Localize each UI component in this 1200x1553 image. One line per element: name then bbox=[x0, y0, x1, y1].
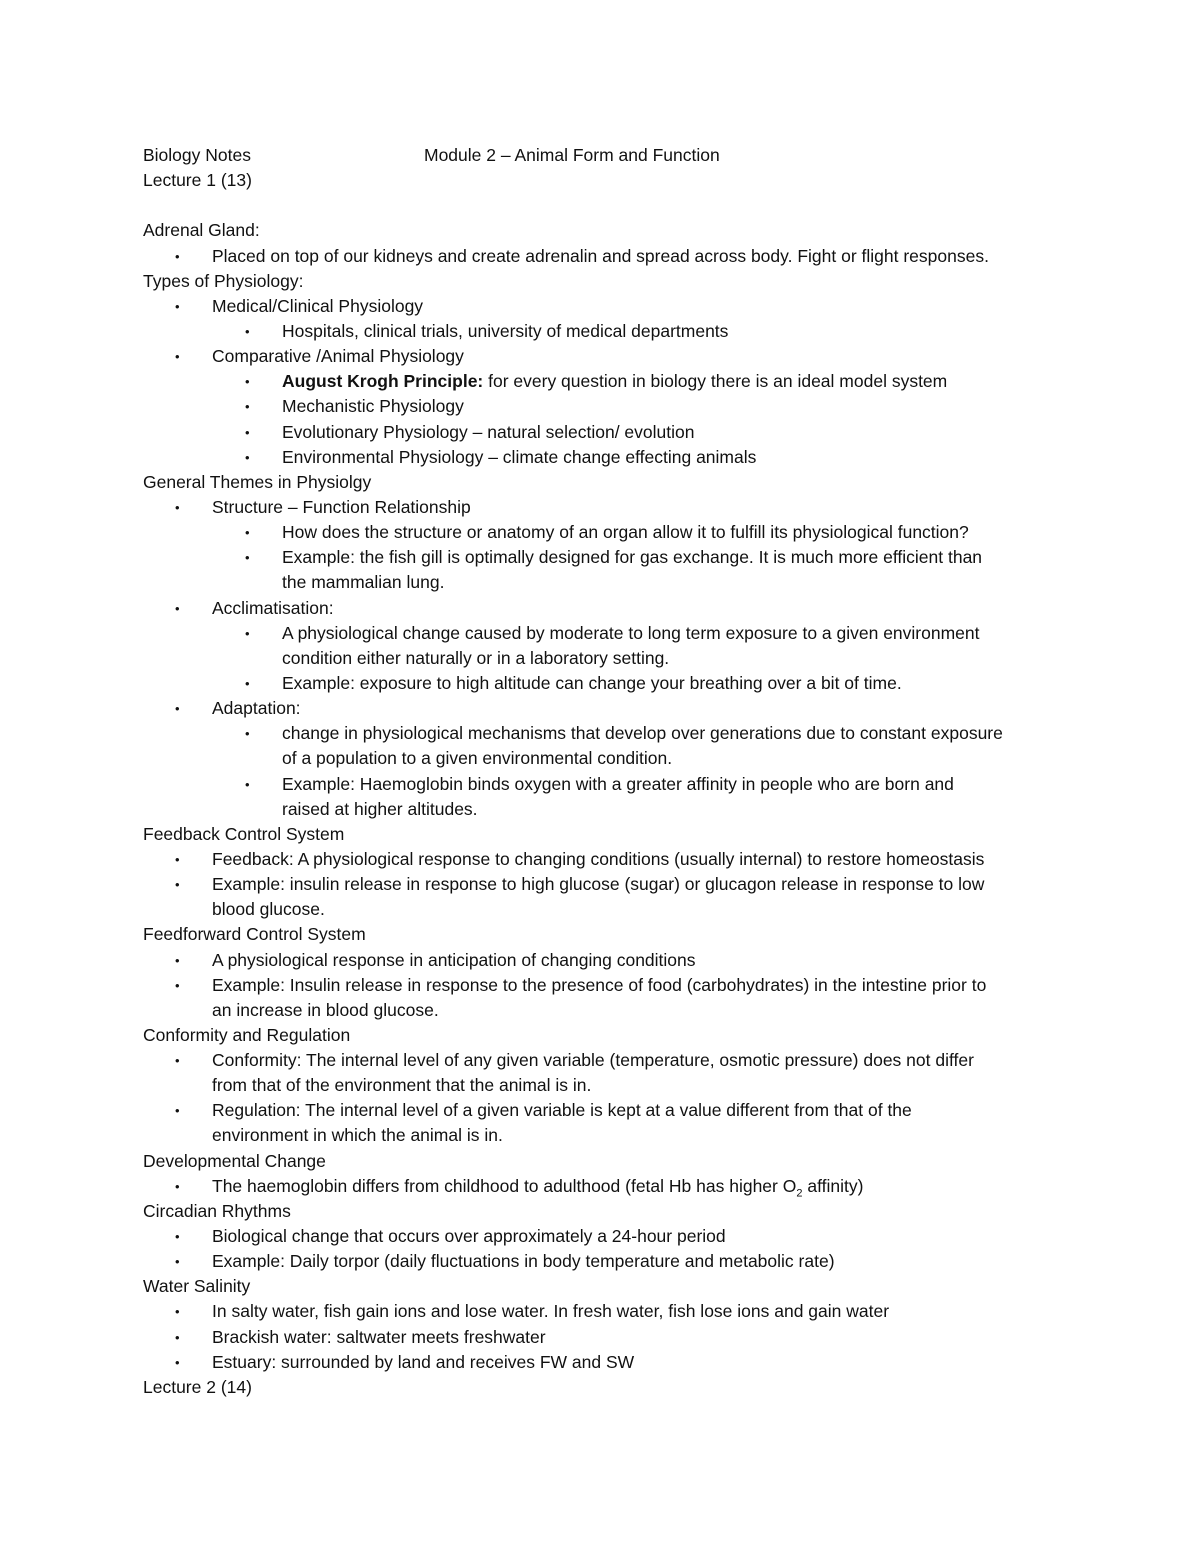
list-item-text: Medical/Clinical Physiology bbox=[212, 295, 424, 316]
bullet-icon: • bbox=[175, 701, 180, 717]
lecture-2-heading: Lecture 2 (14) bbox=[143, 1376, 252, 1397]
section-heading-adrenal: Adrenal Gland: bbox=[143, 220, 260, 241]
list-item bbox=[143, 847, 1063, 872]
bullet-icon: • bbox=[245, 776, 250, 792]
notes-title: Biology Notes bbox=[143, 145, 251, 165]
sub-list-item bbox=[143, 772, 1063, 822]
list-item-text: Example: insulin release in response to high glucose (sugar) or glucagon release in response to low bbox=[212, 874, 985, 895]
list-item-text: Brackish water: saltwater meets freshwater bbox=[212, 1326, 546, 1347]
list-item bbox=[143, 1299, 1063, 1324]
bullet-icon: • bbox=[175, 248, 180, 264]
bullet-icon: • bbox=[245, 374, 250, 390]
haemoglobin-text-end: affinity) bbox=[802, 1175, 864, 1196]
sub-list-item bbox=[143, 671, 1063, 696]
bullet-icon: • bbox=[245, 449, 250, 465]
list-item-text: In salty water, fish gain ions and lose water. In fresh water, fish lose ions and gain water bbox=[212, 1301, 890, 1322]
list-item-text-continued: condition either naturally or in a laboratory setting. bbox=[282, 647, 670, 668]
haemoglobin-text: The haemoglobin differs from childhood to adulthood (fetal Hb has higher O bbox=[212, 1175, 797, 1196]
list-item bbox=[143, 1350, 1063, 1375]
section-heading-feedforward: Feedforward Control System bbox=[143, 924, 366, 945]
list-item-text-continued: of a population to a given environmental condition. bbox=[282, 748, 673, 769]
list-item bbox=[143, 495, 1063, 520]
section-heading-circadian: Circadian Rhythms bbox=[143, 1200, 291, 1221]
list-item-text: Example: exposure to high altitude can change your breathing over a bit of time. bbox=[282, 672, 902, 693]
list-item-text bbox=[282, 369, 1063, 394]
bullet-icon: • bbox=[175, 1103, 180, 1119]
section-heading-feedback: Feedback Control System bbox=[143, 823, 345, 844]
list-item-text: Example: Haemoglobin binds oxygen with a greater affinity in people who are born and bbox=[282, 773, 954, 794]
sub-list-item bbox=[143, 369, 1063, 394]
bullet-icon: • bbox=[245, 399, 250, 415]
krogh-term: August Krogh Principle: bbox=[282, 371, 484, 392]
list-item-text: A physiological response in anticipation of changing conditions bbox=[212, 949, 696, 970]
list-item bbox=[143, 1249, 1063, 1274]
list-item-text-continued: the mammalian lung. bbox=[282, 572, 445, 593]
bullet-icon: • bbox=[245, 424, 250, 440]
section-heading-conformity: Conformity and Regulation bbox=[143, 1024, 351, 1045]
list-item-text: How does the structure or anatomy of an organ allow it to fulfill its physiological function? bbox=[282, 522, 969, 543]
list-item bbox=[143, 1224, 1063, 1249]
list-item bbox=[143, 948, 1063, 973]
list-item-text: Mechanistic Physiology bbox=[282, 396, 464, 417]
bullet-icon: • bbox=[245, 525, 250, 541]
bullet-icon: • bbox=[175, 600, 180, 616]
list-item-text-continued: raised at higher altitudes. bbox=[282, 798, 478, 819]
bullet-icon: • bbox=[245, 323, 250, 339]
document-page bbox=[143, 143, 1063, 1400]
list-item-text-continued: from that of the environment that the animal is in. bbox=[212, 1075, 592, 1096]
bullet-icon: • bbox=[245, 550, 250, 566]
bullet-icon: • bbox=[175, 349, 180, 365]
list-item bbox=[143, 1174, 1063, 1199]
list-item-text: Acclimatisation: bbox=[212, 597, 334, 618]
list-item-text: Example: Daily torpor (daily fluctuations in body temperature and metabolic rate) bbox=[212, 1251, 835, 1272]
document-header bbox=[143, 143, 1063, 168]
bullet-icon: • bbox=[175, 1329, 180, 1345]
list-item-text: Estuary: surrounded by land and receives FW and SW bbox=[212, 1351, 635, 1372]
list-item-text: Evolutionary Physiology – natural selection/ evolution bbox=[282, 421, 695, 442]
sub-list-item bbox=[143, 721, 1063, 771]
list-item-text-continued: environment in which the animal is in. bbox=[212, 1125, 503, 1146]
list-item bbox=[143, 596, 1063, 621]
bullet-icon: • bbox=[175, 298, 180, 314]
bullet-icon: • bbox=[175, 952, 180, 968]
list-item bbox=[143, 1098, 1063, 1148]
bullet-icon: • bbox=[245, 625, 250, 641]
list-item-text: Regulation: The internal level of a given variable is kept at a value different from that of the bbox=[212, 1100, 912, 1121]
section-heading-types: Types of Physiology: bbox=[143, 270, 304, 291]
bullet-icon: • bbox=[175, 1229, 180, 1245]
sub-list-item bbox=[143, 445, 1063, 470]
list-item-text: Example: Insulin release in response to the presence of food (carbohydrates) in the intestine prior to bbox=[212, 974, 987, 995]
list-item bbox=[143, 872, 1063, 922]
list-item-text: Biological change that occurs over approximately a 24-hour period bbox=[212, 1226, 726, 1247]
bullet-icon: • bbox=[175, 977, 180, 993]
list-item-text: Hospitals, clinical trials, university of medical departments bbox=[282, 320, 729, 341]
bullet-icon: • bbox=[175, 1053, 180, 1069]
list-item bbox=[143, 244, 1063, 269]
section-heading-developmental: Developmental Change bbox=[143, 1150, 326, 1171]
list-item bbox=[143, 1325, 1063, 1350]
list-item-text: Comparative /Animal Physiology bbox=[212, 346, 464, 367]
module-title: Module 2 – Animal Form and Function bbox=[424, 145, 720, 165]
list-item bbox=[143, 344, 1063, 369]
list-item-text: Environmental Physiology – climate change effecting animals bbox=[282, 446, 757, 467]
lecture-1-heading: Lecture 1 (13) bbox=[143, 170, 252, 191]
list-item-text: Feedback: A physiological response to changing conditions (usually internal) to restore homeostasis bbox=[212, 848, 985, 869]
bullet-icon: • bbox=[175, 1178, 180, 1194]
list-item bbox=[143, 1048, 1063, 1098]
bullet-icon: • bbox=[175, 1304, 180, 1320]
list-item bbox=[143, 973, 1063, 1023]
list-item bbox=[143, 696, 1063, 721]
sub-list-item bbox=[143, 545, 1063, 595]
bullet-icon: • bbox=[245, 675, 250, 691]
bullet-icon: • bbox=[175, 499, 180, 515]
list-item-text: Example: the fish gill is optimally designed for gas exchange. It is much more efficient than bbox=[282, 547, 983, 568]
sub-list-item bbox=[143, 520, 1063, 545]
list-item-text bbox=[212, 1174, 1063, 1199]
list-item-text: Conformity: The internal level of any given variable (temperature, osmotic pressure) does not differ bbox=[212, 1050, 974, 1071]
list-item-text: Adaptation: bbox=[212, 698, 301, 719]
krogh-definition: for every question in biology there is an ideal model system bbox=[483, 371, 948, 392]
list-item-text: A physiological change caused by moderate to long term exposure to a given environment bbox=[282, 622, 980, 643]
bullet-icon: • bbox=[175, 1254, 180, 1270]
bullet-icon: • bbox=[175, 1354, 180, 1370]
sub-list-item bbox=[143, 319, 1063, 344]
section-heading-themes: General Themes in Physiolgy bbox=[143, 471, 372, 492]
list-item-text-continued: blood glucose. bbox=[212, 899, 325, 920]
list-item bbox=[143, 294, 1063, 319]
list-item-text-continued: an increase in blood glucose. bbox=[212, 999, 439, 1020]
list-item-text: Placed on top of our kidneys and create adrenalin and spread across body. Fight or flight responses. bbox=[212, 245, 989, 266]
list-item-text: Structure – Function Relationship bbox=[212, 496, 471, 517]
blank-line bbox=[143, 193, 1063, 218]
bullet-icon: • bbox=[245, 726, 250, 742]
sub-list-item bbox=[143, 394, 1063, 419]
bullet-icon: • bbox=[175, 851, 180, 867]
section-heading-salinity: Water Salinity bbox=[143, 1276, 251, 1297]
sub-list-item bbox=[143, 420, 1063, 445]
sub-list-item bbox=[143, 621, 1063, 671]
bullet-icon: • bbox=[175, 877, 180, 893]
oxygen-subscript: 2 bbox=[796, 1187, 803, 1200]
list-item-text: change in physiological mechanisms that develop over generations due to constant exposure bbox=[282, 723, 1003, 744]
